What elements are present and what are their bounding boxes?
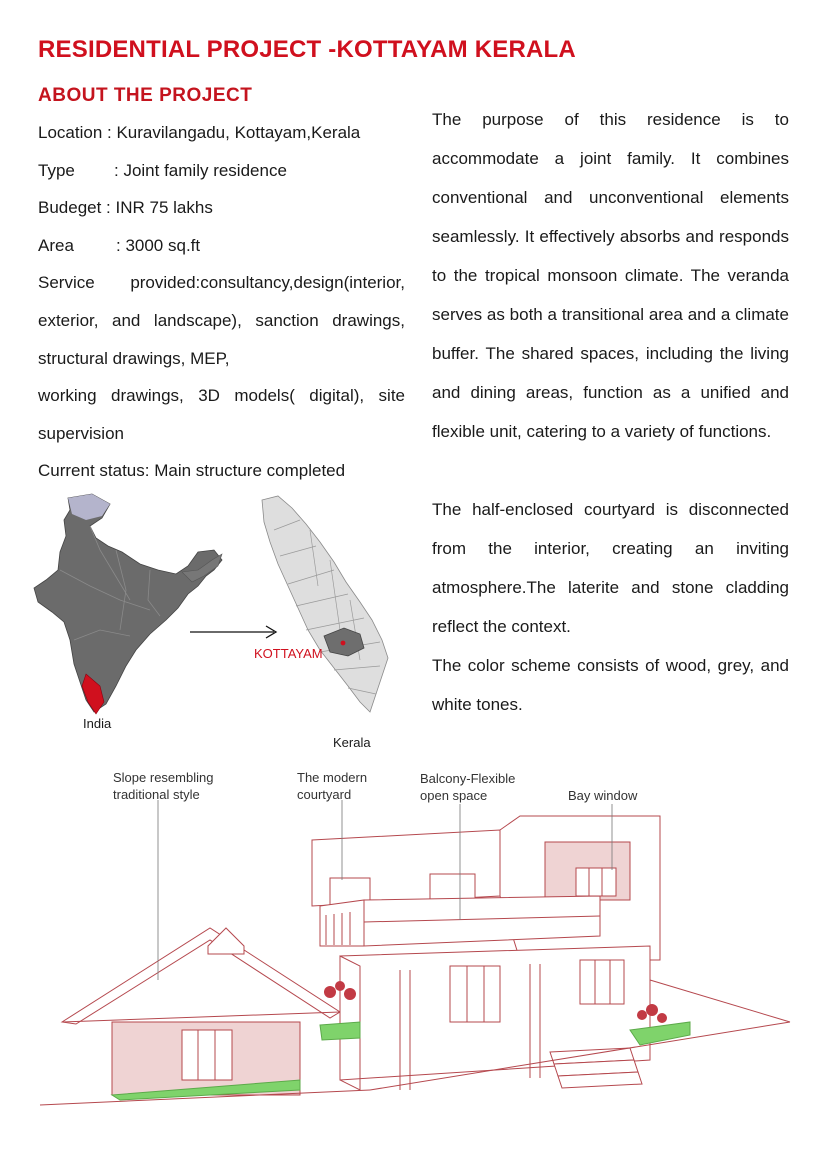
- callout-balcony: Balcony-Flexible open space: [420, 771, 516, 803]
- budget-row: Budeget : INR 75 lakhs: [38, 198, 213, 218]
- page-title: RESIDENTIAL PROJECT -KOTTAYAM KERALA: [38, 36, 576, 63]
- arrow-icon: [190, 626, 276, 638]
- status-row: Current status: Main structure completed: [38, 461, 346, 481]
- area-value: : 3000 sq.ft: [116, 235, 201, 255]
- kerala-map: [262, 496, 388, 712]
- section-subtitle: ABOUT THE PROJECT: [38, 85, 253, 106]
- description-paragraph-2: The half-enclosed courtyard is disconnected from the interior, creating an inviting atmosphere.The laterite and stone cladding reflect the context.: [432, 500, 789, 636]
- india-label: India: [83, 716, 112, 731]
- house-sketch: [30, 760, 810, 1130]
- area-row: [38, 227, 405, 265]
- india-map: [34, 494, 222, 714]
- type-label: Type: [38, 160, 75, 180]
- location-row: Location : Kuravilangadu, Kottayam,Kerala: [38, 123, 361, 142]
- callout-courtyard: The modern courtyard: [297, 770, 368, 802]
- house-illustration: [30, 760, 810, 1130]
- project-info: [38, 114, 405, 490]
- callout-slope: Slope resembling traditional style: [113, 770, 214, 802]
- callout-bay-window: Bay window: [568, 788, 638, 803]
- type-row: [38, 152, 405, 190]
- description-paragraph-1: The purpose of this residence is to accommodate a joint family. It combines conventional and unconventional elements seamlessly. It effectively absorbs and responds to the tropical monsoon climate. The veranda serves as both a transitional area and a climate buffer. The shared spaces, including the living and dining areas, function as a unified and flexible unit, catering to a variety of functions.: [432, 110, 789, 441]
- services-text: Service provided:consultancy,design(interior, exterior, and landscape), sanction drawings, structural drawings, MEP,: [38, 273, 405, 368]
- description-paragraph-3: The color scheme consists of wood, grey, and white tones.: [432, 656, 789, 714]
- services-text-2: working drawings, 3D models( digital), site supervision: [38, 386, 405, 443]
- kottayam-label: KOTTAYAM: [254, 646, 323, 661]
- area-label: Area: [38, 235, 74, 255]
- kerala-label: Kerala: [333, 735, 371, 750]
- project-description: [432, 100, 789, 724]
- location-maps: [30, 490, 430, 760]
- type-value: : Joint family residence: [114, 160, 287, 180]
